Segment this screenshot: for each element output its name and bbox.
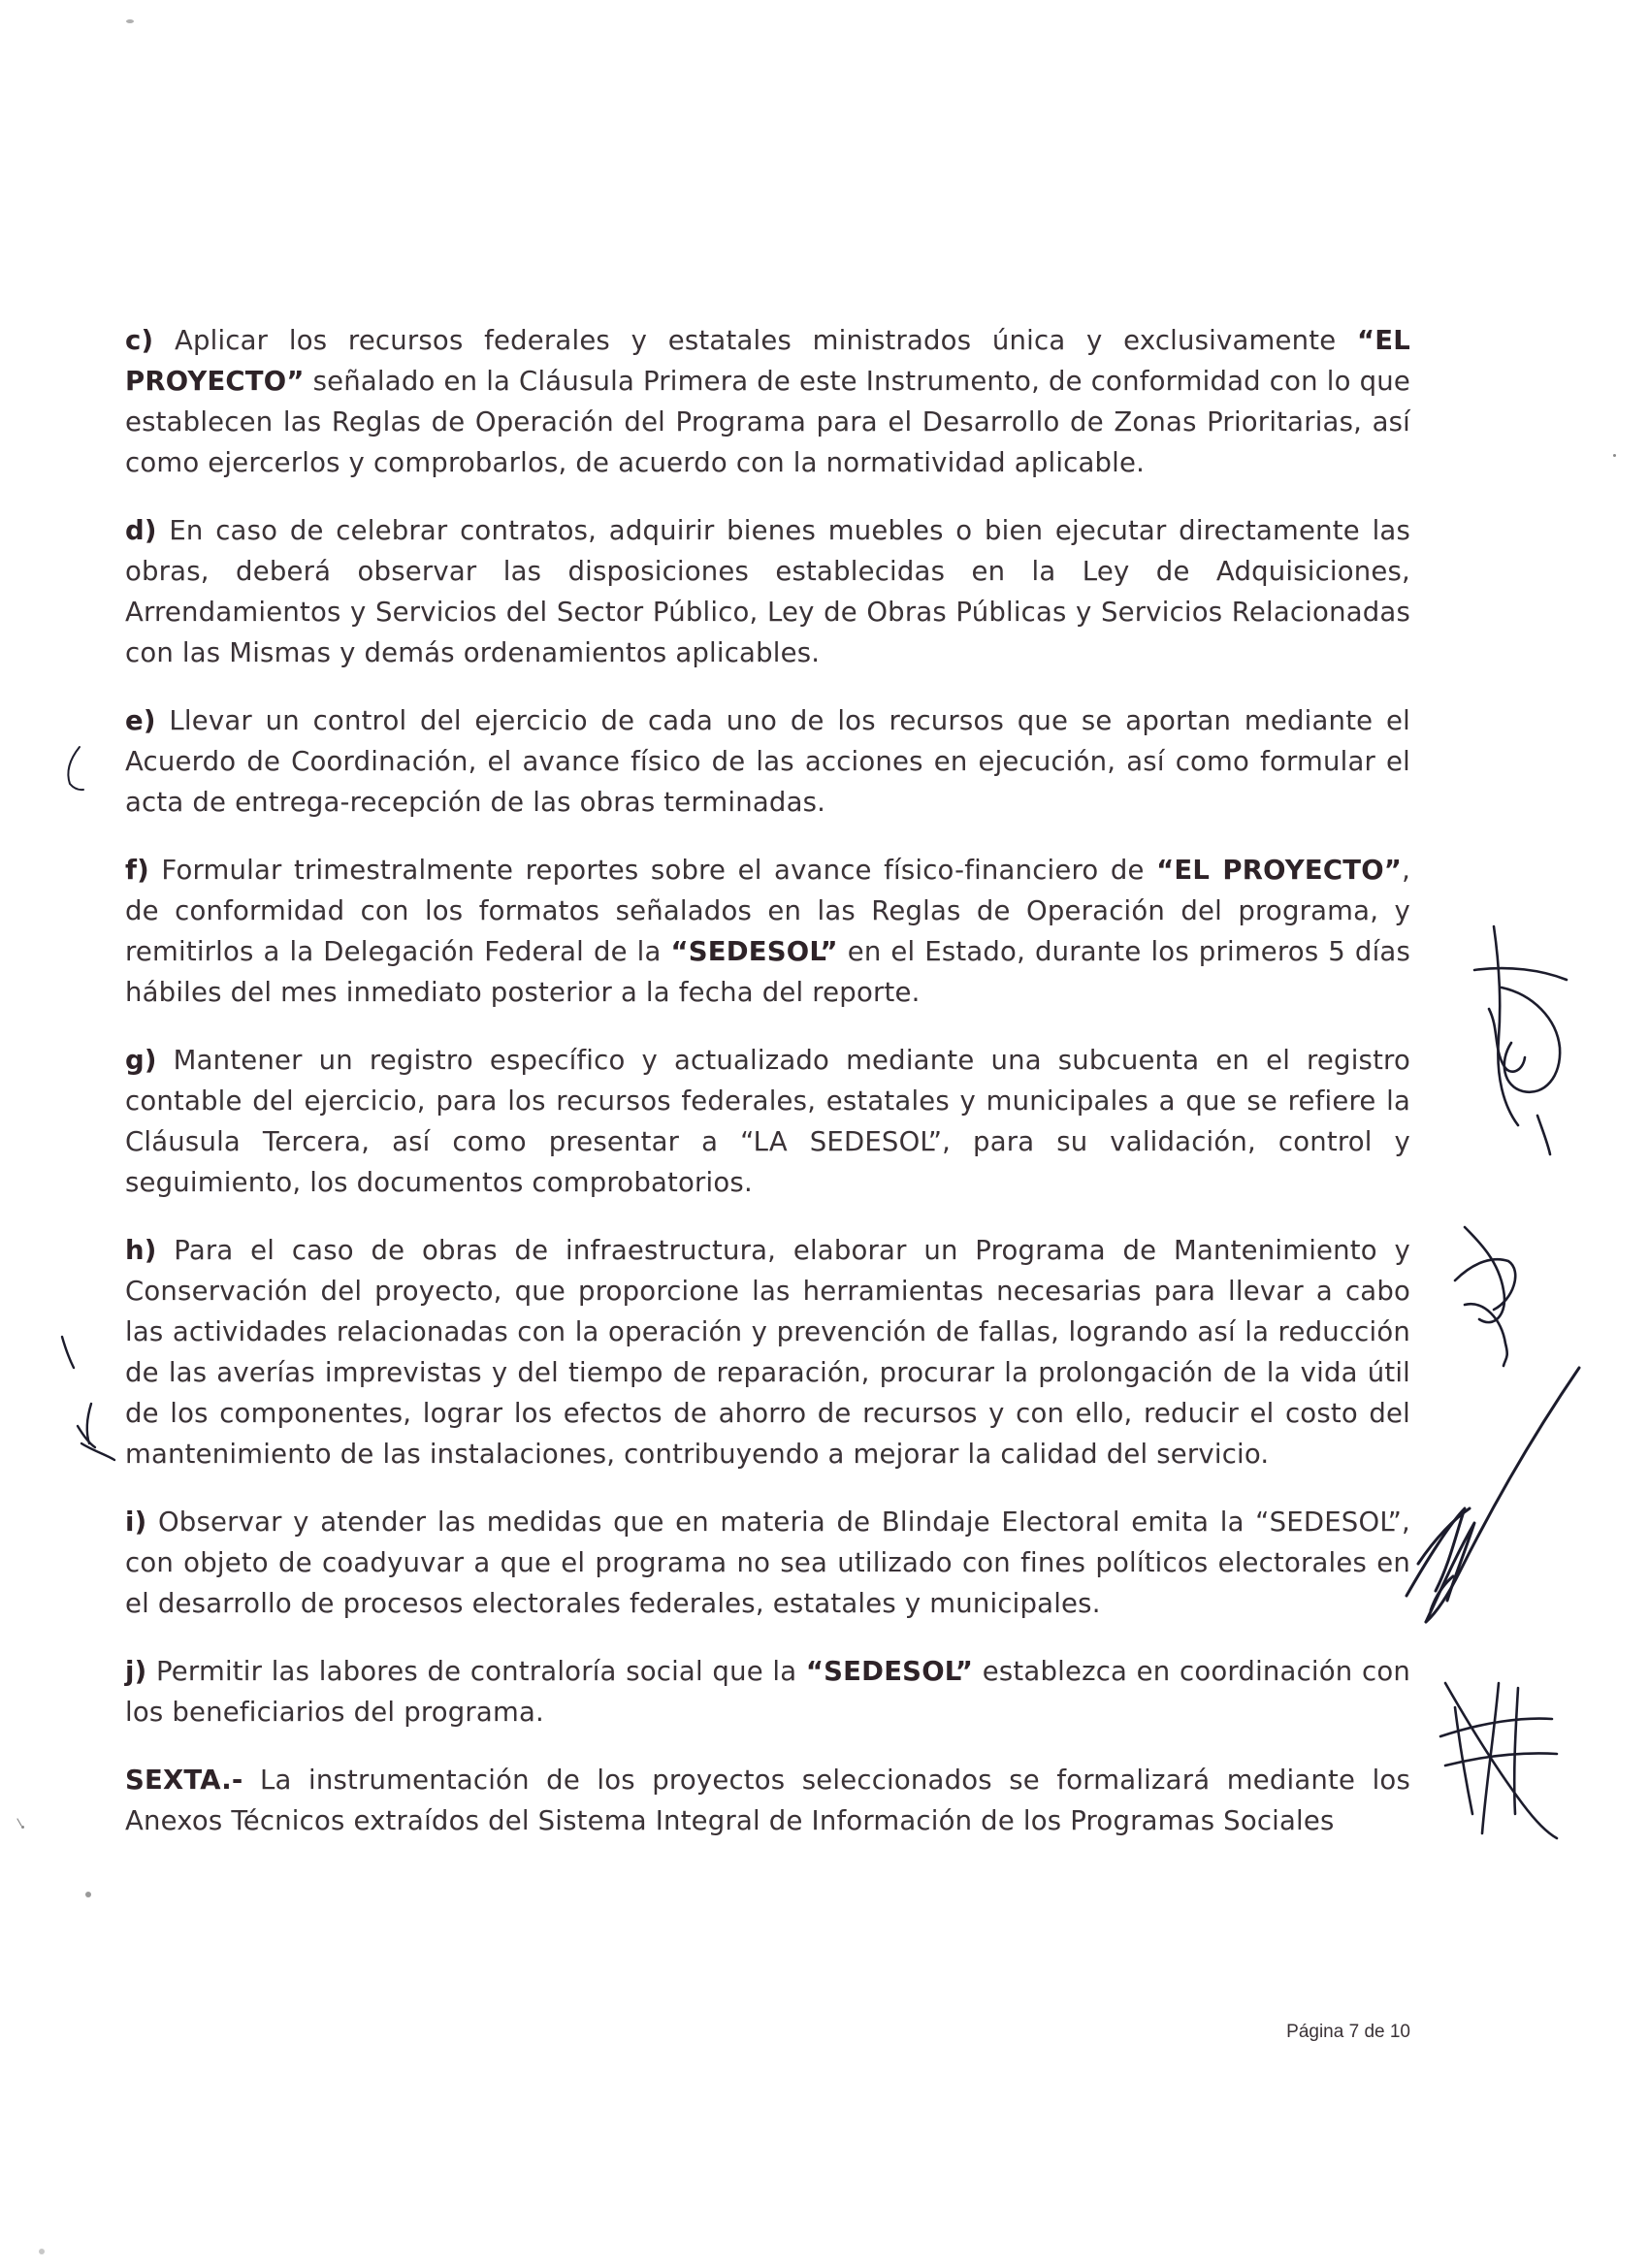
document-body — [125, 320, 1410, 1868]
paragraph-h — [125, 1230, 1410, 1474]
paragraph-text: señalado en la Cláusula Primera de este Instrumento, de conformidad con lo que establecen las Reglas de Operación del Programa para el Desarrollo de Zonas Prioritarias, así como ejercerlos y comprobarlos, de acuerdo con la normatividad aplicable. — [125, 366, 1410, 478]
bold-text: “EL PROYECTO” — [125, 325, 1410, 397]
bold-text: j) — [125, 1656, 147, 1687]
scan-speck — [39, 2249, 45, 2254]
signature-mark-left — [62, 1337, 114, 1460]
paragraph-text: , de conformidad con los formatos señalados en las Reglas de Operación del programa, y remitirlos a la Delegación Federal de la — [125, 855, 1411, 967]
paragraph-text: establezca en coordinación con los beneficiarios del programa. — [125, 1656, 1410, 1728]
paragraph-g — [125, 1040, 1410, 1203]
signature-mark-upper — [1474, 926, 1567, 1154]
paragraph-text: Aplicar los recursos federales y estatales ministrados única y exclusivamente — [153, 325, 1358, 356]
bold-text: “SEDESOL” — [670, 936, 838, 967]
bold-text: SEXTA.- — [125, 1765, 243, 1796]
paragraph-e — [125, 700, 1410, 823]
margin-bracket — [68, 747, 83, 790]
bold-text: h) — [125, 1235, 157, 1266]
bold-text: d) — [125, 515, 157, 546]
paragraph-f — [125, 850, 1410, 1013]
paragraph-i — [125, 1502, 1410, 1624]
paragraph-j — [125, 1651, 1410, 1733]
paragraph-text: Llevar un control del ejercicio de cada uno de los recursos que se aportan mediante el Acuerdo de Coordinación, el avance físico de las acciones en ejecución, así como formular el acta de entrega-recepción de las obras terminadas. — [125, 705, 1410, 818]
bold-text: g) — [125, 1045, 157, 1076]
paragraph-text: Para el caso de obras de infraestructura, elaborar un Programa de Mantenimiento y Conservación del proyecto, que proporcione las herramientas necesarias para llevar a cabo las actividades relacionadas con la operación y prevención de fallas, logrando así la reducción de las averías imprevistas y del tiempo de reparación, procurar la prolongación de la vida útil de los componentes, lograr los efectos de ahorro de recursos y con ello, reducir el costo del mantenimiento de las instalaciones, contribuyendo a mejorar la calidad del servicio. — [125, 1235, 1410, 1470]
bold-text: “SEDESOL” — [805, 1656, 974, 1687]
paragraph-text: Formular trimestralmente reportes sobre el avance físico-financiero de — [148, 855, 1157, 886]
margin-tick — [17, 1819, 21, 1826]
bold-text: e) — [125, 705, 156, 736]
scan-speck — [1613, 454, 1616, 457]
scan-speck — [126, 19, 134, 23]
paragraph-text: Observar y atender las medidas que en materia de Blindaje Electoral emita la “SEDESOL”, con objeto de coadyuvar a que el programa no sea utilizado con fines políticos electorales en el desarrollo de procesos electorales federales, estatales y municipales. — [125, 1507, 1410, 1619]
paragraph-sexta — [125, 1760, 1410, 1841]
paragraph-text: en el Estado, durante los primeros 5 días hábiles del mes inmediato posterior a la fecha del reporte. — [125, 936, 1410, 1008]
bold-text: “EL PROYECTO” — [1156, 855, 1403, 886]
scan-speck — [85, 1892, 91, 1897]
page-number: Página 7 de 10 — [1286, 2022, 1410, 2042]
paragraph-text: En caso de celebrar contratos, adquirir bienes muebles o bien ejecutar directamente las obras, deberá observar las disposiciones establecidas en la Ley de Adquisiciones, Arrendamientos y Servicios del Sector Público, Ley de Obras Públicas y Servicios Relacionadas con las Mismas y demás ordenamientos aplicables. — [125, 515, 1410, 668]
bold-text: i) — [125, 1507, 147, 1538]
paragraph-text: Permitir las labores de contraloría social que la — [146, 1656, 806, 1687]
paragraph-c — [125, 320, 1410, 483]
signature-mark-lower — [1440, 1683, 1557, 1838]
bold-text: c) — [125, 325, 154, 356]
paragraph-text: Mantener un registro específico y actualizado mediante una subcuenta en el registro contable del ejercicio, para los recursos federales, estatales y municipales a que se refiere la Cláusula Tercera, así como presentar a “LA SEDESOL”, para su validación, control y seguimiento, los documentos comprobatorios. — [125, 1045, 1410, 1198]
bold-text: f) — [125, 855, 149, 886]
paragraph-text: La instrumentación de los proyectos seleccionados se formalizará mediante los Anexos Técnicos extraídos del Sistema Integral de Información de los Programas Sociales — [125, 1765, 1410, 1836]
signature-mark-diagonal — [1406, 1368, 1579, 1622]
signature-mark-middle — [1455, 1227, 1515, 1366]
paragraph-d — [125, 510, 1410, 673]
scan-speck — [21, 1826, 24, 1829]
